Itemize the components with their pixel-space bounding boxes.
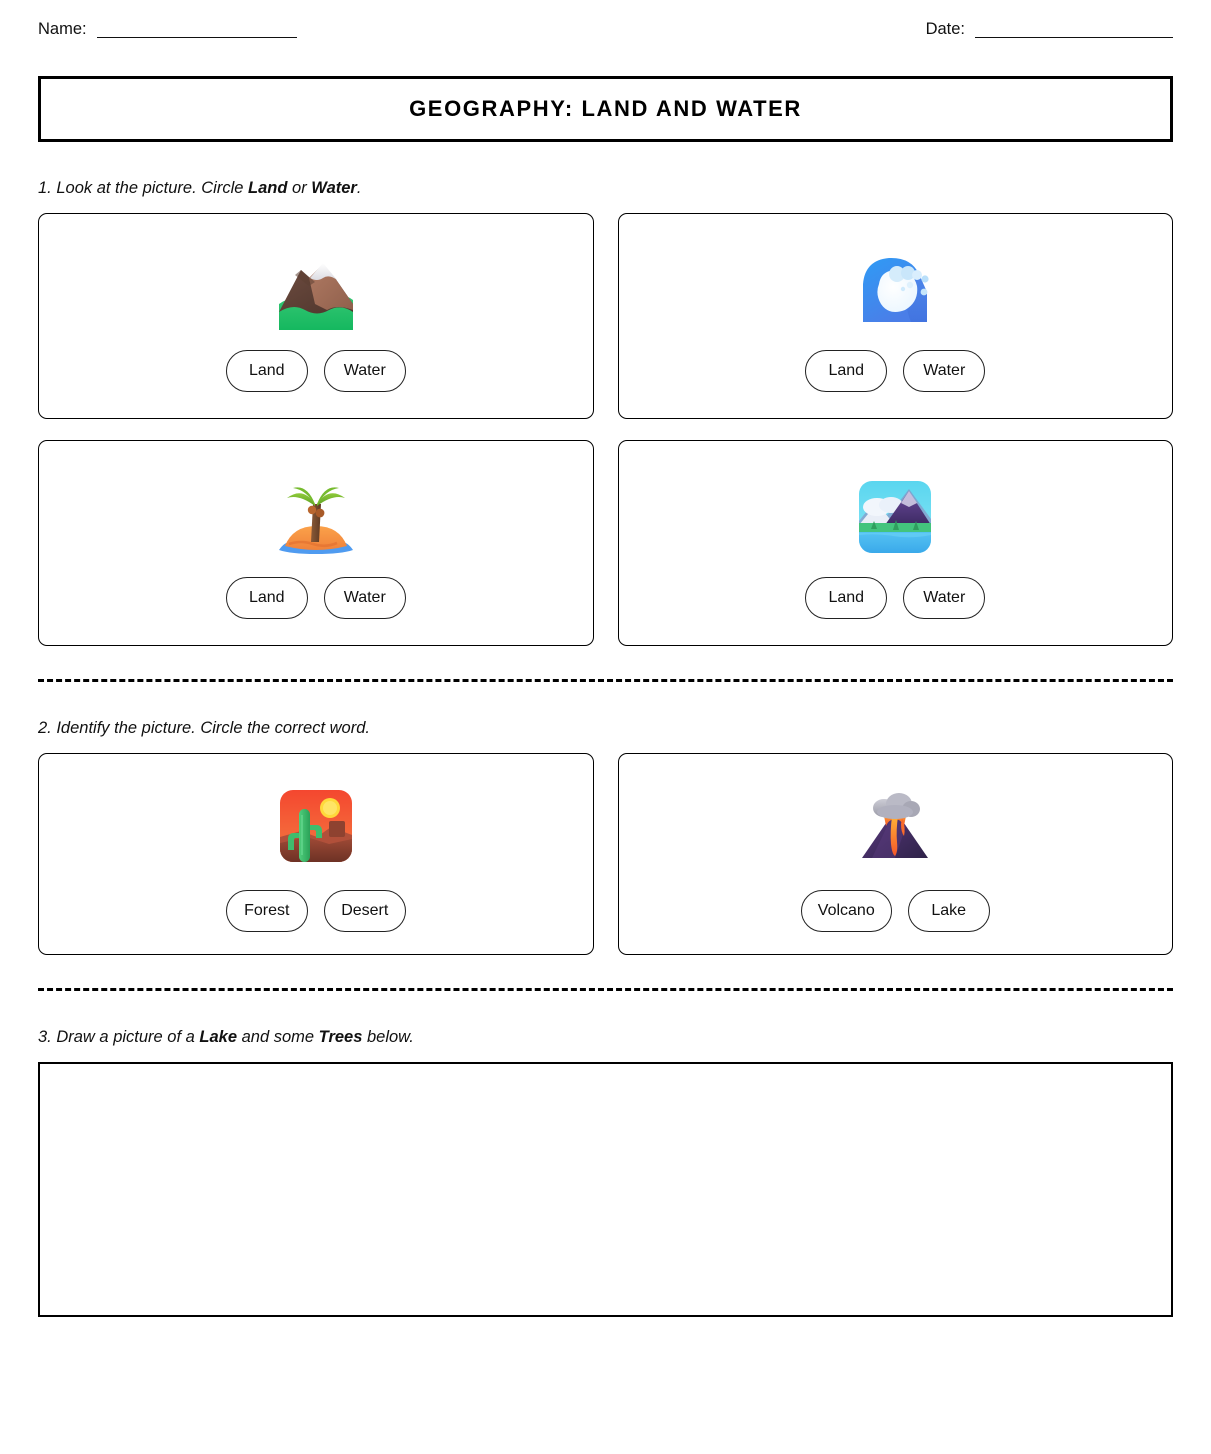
option-pill-lake[interactable]: Lake [908,890,990,932]
name-field-group [38,20,297,38]
student-info-row [38,0,1173,38]
option-group [805,350,985,392]
option-pill-water[interactable]: Water [324,577,406,619]
instruction-2: 2. Identify the picture. Circle the correct word. [38,719,370,737]
option-pill-water[interactable]: Water [324,350,406,392]
section-1-card-grid [38,213,1173,646]
instruction-3-part-4: below. [362,1028,414,1046]
question-card [618,753,1174,955]
option-pill-water[interactable]: Water [903,350,985,392]
drawing-area[interactable] [38,1062,1173,1317]
option-pill-land[interactable]: Land [805,350,887,392]
volcano-icon [847,780,943,872]
instruction-3-part-0: 3. Draw a picture of a [38,1028,200,1046]
instruction-1-part-4: . [356,179,362,197]
option-pill-volcano[interactable]: Volcano [801,890,892,932]
option-group [805,577,985,619]
instruction-1-part-0: 1. Look at the picture. Circle [38,179,249,197]
instruction-1 [38,178,1173,198]
instruction-3 [38,1027,1173,1047]
question-card [38,753,594,955]
date-field-group [926,20,1173,38]
instruction-3-part-3: Trees [318,1028,363,1046]
question-card [38,440,594,646]
wave-icon [847,244,943,336]
island-icon [268,471,364,563]
national-park-icon [847,471,943,563]
instruction-1-part-3: Water [311,179,357,197]
worksheet-title-box [38,76,1173,142]
section-divider [38,988,1173,991]
name-input-line[interactable] [97,22,297,38]
section-2-card-grid [38,753,1173,955]
instruction-3-part-2: and some [237,1028,319,1046]
option-pill-land[interactable]: Land [805,577,887,619]
option-group [226,577,406,619]
option-pill-water[interactable]: Water [903,577,985,619]
section-divider [38,679,1173,682]
option-group [801,890,990,932]
option-pill-land[interactable]: Land [226,577,308,619]
option-group [226,890,406,932]
question-card [618,440,1174,646]
option-group [226,350,406,392]
mountain-icon [268,244,364,336]
instruction-1-part-1: Land [248,179,288,197]
date-label: Date: [925,20,965,38]
desert-icon [268,780,364,872]
page-title: GEOGRAPHY: LAND AND WATER [409,96,802,121]
instruction-1-part-2: or [287,179,312,197]
question-card [618,213,1174,419]
date-input-line[interactable] [975,22,1173,38]
option-pill-land[interactable]: Land [226,350,308,392]
instruction-3-part-1: Lake [199,1028,238,1046]
question-card [38,213,594,419]
option-pill-desert[interactable]: Desert [324,890,406,932]
name-label: Name: [38,20,87,38]
option-pill-forest[interactable]: Forest [226,890,308,932]
